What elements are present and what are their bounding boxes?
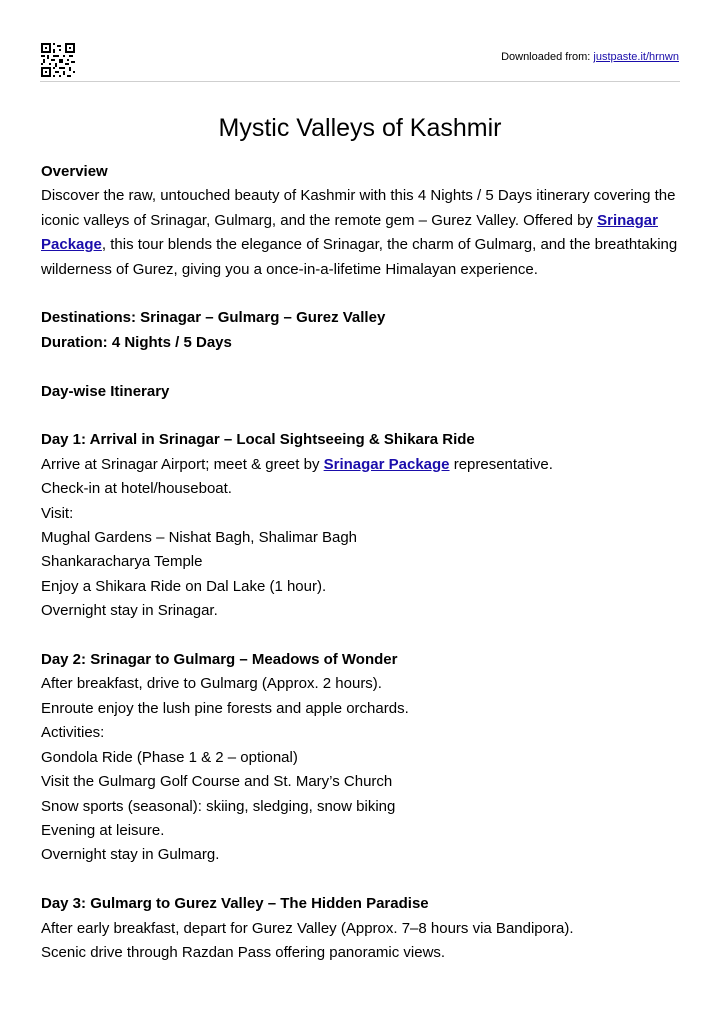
itinerary-heading: Day-wise Itinerary (41, 382, 170, 400)
qr-code-icon (41, 43, 75, 77)
day3-line: After early breakfast, depart for Gurez Valley (Approx. 7–8 hours via Bandipora). (41, 919, 574, 937)
day1-line: Enjoy a Shikara Ride on Dal Lake (1 hour). (41, 577, 327, 595)
day2-line: After breakfast, drive to Gulmarg (Approx. 2 hours). (41, 675, 382, 693)
day2-line: Snow sports (seasonal): skiing, sledging, snow biking (41, 797, 396, 815)
downloaded-from (501, 51, 679, 63)
source-link[interactable]: justpaste.it/hrnwn (593, 51, 679, 63)
day1-line: Shankaracharya Temple (41, 553, 203, 571)
day2-line: Overnight stay in Gulmarg. (41, 846, 220, 864)
page-title: Mystic Valleys of Kashmir (218, 114, 502, 142)
day2-line: Visit the Gulmarg Golf Course and St. Mary’s Church (41, 773, 393, 791)
day3-line: Scenic drive through Razdan Pass offering panoramic views. (41, 943, 446, 961)
day1-line: Overnight stay in Srinagar. (41, 602, 218, 620)
day2-line: Evening at leisure. (41, 821, 165, 839)
document-body (41, 160, 681, 965)
day2-heading: Day 2: Srinagar to Gulmarg – Meadows of Wonder (41, 651, 398, 669)
day2-line: Activities: (41, 724, 105, 742)
destinations: Destinations: Srinagar – Gulmarg – Gurez Valley (41, 309, 386, 327)
day3-heading: Day 3: Gulmarg to Gurez Valley – The Hidden Paradise (41, 895, 429, 913)
srinagar-package-link[interactable]: Srinagar Package (41, 211, 658, 254)
downloaded-prefix: Downloaded from: (501, 51, 594, 63)
day1-line: Visit: (41, 504, 74, 522)
header-divider (40, 81, 680, 82)
day1-line: Check-in at hotel/houseboat. (41, 480, 232, 498)
overview-heading: Overview (41, 163, 108, 180)
day1-arrival-line: Arrive at Srinagar Airport; meet & greet by Srinagar Package representative. (41, 455, 553, 473)
duration: Duration: 4 Nights / 5 Days (41, 333, 232, 351)
overview-paragraph: Discover the raw, untouched beauty of Kashmir with this 4 Nights / 5 Days itinerary covering the iconic valleys of Srinagar, Gulmarg, and the remote gem – Gurez Valley. Offered by Srinagar Package, this tour blends the elegance of Srinagar, the charm of Gulmarg, and the breathtaking wilderness of Gurez, giving you a once-in-a-lifetime Himalayan experience. (41, 187, 678, 278)
srinagar-package-link-2[interactable]: Srinagar Package (323, 455, 450, 473)
day1-heading: Day 1: Arrival in Srinagar – Local Sightseeing & Shikara Ride (41, 431, 475, 449)
day2-line: Enroute enjoy the lush pine forests and apple orchards. (41, 699, 409, 717)
day1-line: Mughal Gardens – Nishat Bagh, Shalimar Bagh (41, 529, 358, 547)
day2-line: Gondola Ride (Phase 1 & 2 – optional) (41, 748, 298, 766)
